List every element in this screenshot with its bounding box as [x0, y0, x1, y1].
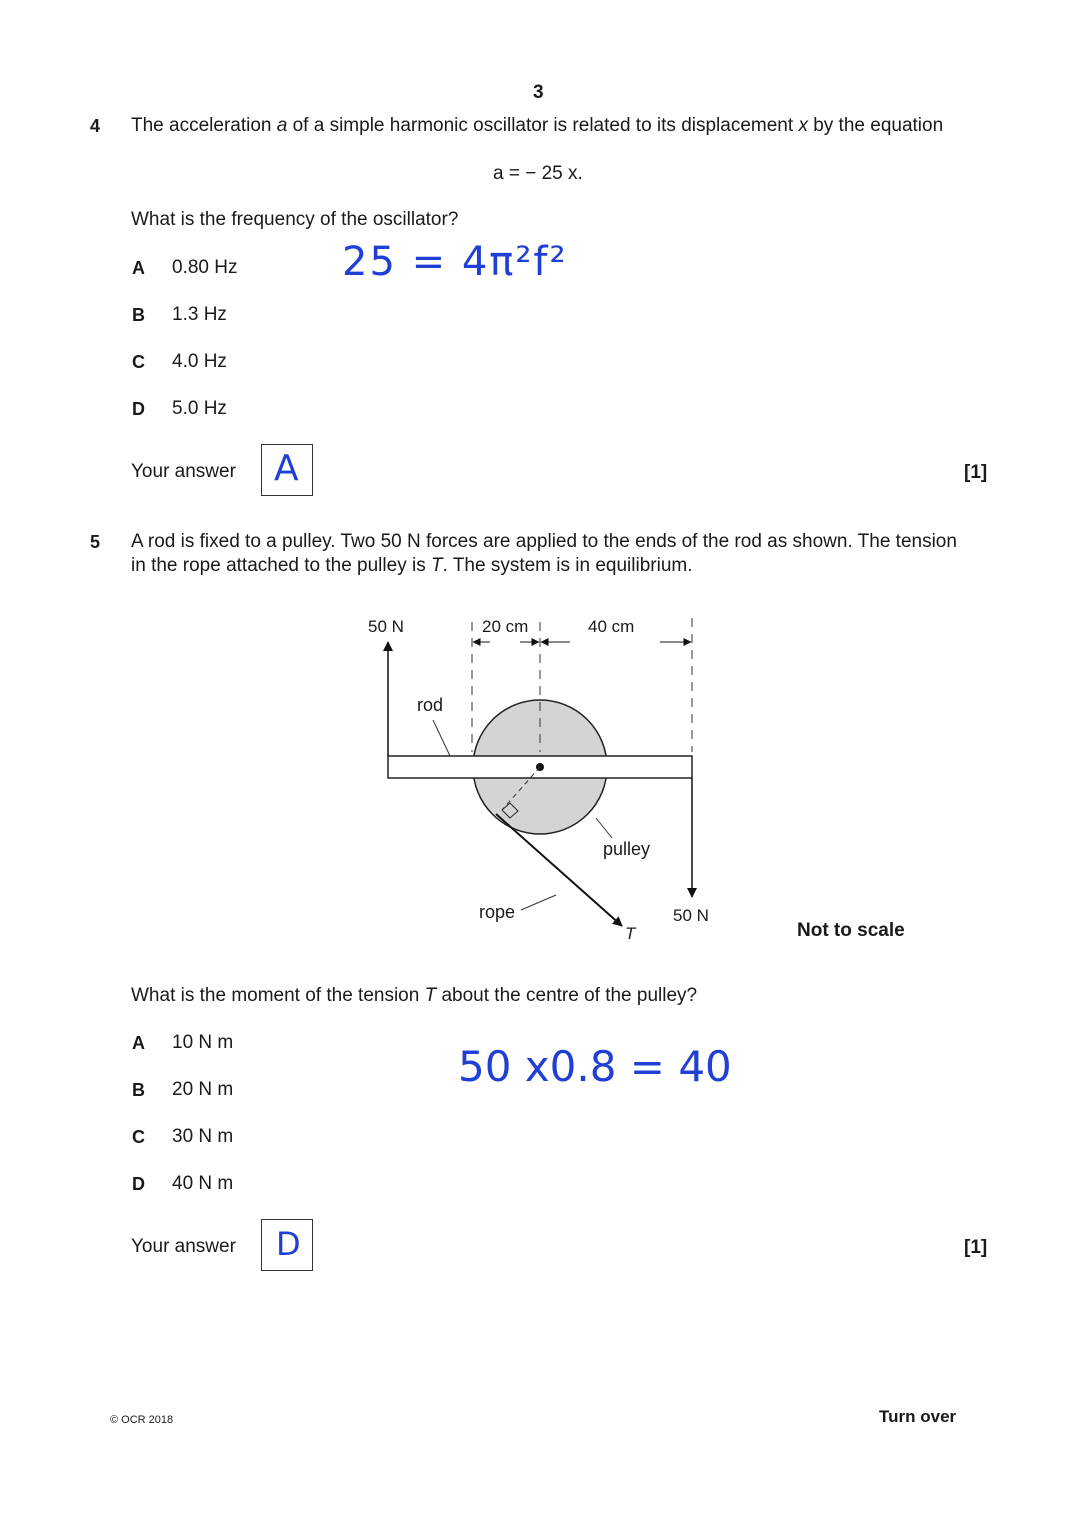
q5-option-a-letter: A — [132, 1033, 145, 1053]
q4-option-b-letter: B — [132, 305, 145, 325]
q5-stem-var-t: T — [430, 555, 443, 576]
q5-question-post: about the centre of the pulley? — [436, 985, 698, 1006]
footer-turn-over: Turn over — [879, 1407, 957, 1426]
q4-option-d-letter: D — [132, 399, 145, 419]
q4-question: What is the frequency of the oscillator? — [131, 209, 459, 230]
label-rope: rope — [479, 902, 516, 922]
question-4-number: 4 — [90, 116, 101, 136]
q4-handwritten-working: 25 = 4π²f² — [342, 239, 568, 285]
pulley-leader — [596, 818, 612, 838]
q5-answer-box[interactable] — [261, 1219, 313, 1271]
q5-marks: [1] — [964, 1237, 988, 1258]
q5-option-b-letter: B — [132, 1080, 145, 1100]
q5-stem-line1: A rod is fixed to a pulley. Two 50 N forces are applied to the ends of the rod as shown. The tension — [131, 531, 957, 552]
q4-stem-post: by the equation — [807, 115, 944, 136]
q5-option-c-letter: C — [132, 1127, 145, 1147]
page-number: 3 — [533, 82, 544, 103]
label-force-right: 50 N — [673, 906, 709, 925]
label-pulley: pulley — [603, 839, 651, 859]
q5-option-d-text: 40 N m — [172, 1173, 234, 1194]
question-5-number: 5 — [90, 532, 101, 552]
q5-option-a-text: 10 N m — [172, 1032, 234, 1053]
q5-question — [131, 985, 697, 1007]
rope-leader — [521, 895, 556, 910]
q4-option-b-text: 1.3 Hz — [172, 304, 227, 325]
q5-stem-line2-pre: in the rope attached to the pulley is — [131, 555, 431, 576]
q4-answer-label: Your answer — [131, 461, 236, 482]
footer-copyright: © OCR 2018 — [110, 1414, 174, 1426]
q4-stem-mid: of a simple harmonic oscillator is related to its displacement — [287, 115, 799, 136]
q5-stem-line2-post: . The system is in equilibrium. — [442, 555, 693, 576]
label-dim-40cm: 40 cm — [588, 617, 635, 636]
label-dim-20cm: 20 cm — [482, 617, 529, 636]
q4-var-a: a — [276, 115, 288, 136]
q4-equation: a = − 25 x. — [493, 163, 583, 184]
q4-option-d-text: 5.0 Hz — [172, 398, 227, 419]
q4-option-c-text: 4.0 Hz — [172, 351, 227, 372]
q4-marks: [1] — [964, 462, 988, 483]
q5-handwritten-answer: D — [276, 1225, 301, 1263]
q5-option-c-text: 30 N m — [172, 1126, 234, 1147]
label-not-to-scale: Not to scale — [797, 920, 905, 941]
label-tension: T — [625, 924, 636, 943]
q4-var-x: x — [798, 115, 808, 136]
label-force-left: 50 N — [368, 617, 404, 636]
q5-question-pre: What is the moment of the tension — [131, 985, 425, 1006]
q5-answer-label: Your answer — [131, 1236, 236, 1257]
q4-option-a-text: 0.80 Hz — [172, 257, 238, 278]
q4-option-a-letter: A — [132, 258, 145, 278]
q4-stem-pre: The acceleration — [131, 115, 277, 136]
q5-option-b-text: 20 N m — [172, 1079, 234, 1100]
q4-handwritten-answer: A — [274, 448, 299, 489]
rod-leader — [433, 720, 450, 756]
q4-option-c-letter: C — [132, 352, 145, 372]
q5-question-var-t: T — [424, 985, 437, 1006]
q5-option-d-letter: D — [132, 1174, 145, 1194]
label-rod: rod — [417, 695, 444, 715]
q5-handwritten-working: 50 x0.8 = 40 — [458, 1042, 732, 1091]
